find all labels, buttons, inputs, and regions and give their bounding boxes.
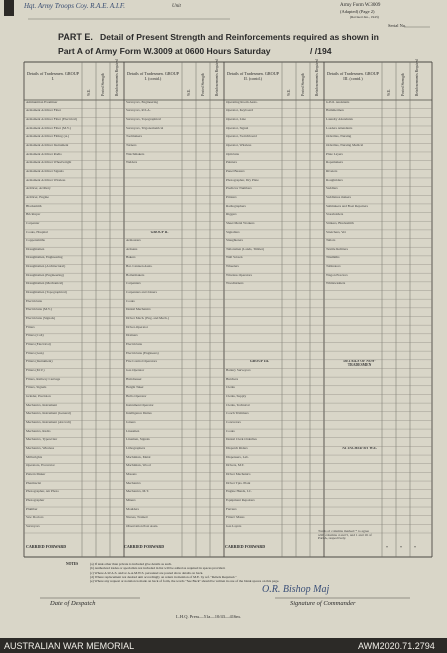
- trade-row-label: Driver Tpts. Plant: [226, 481, 251, 485]
- trade-row-label: Electricians: [26, 299, 43, 303]
- trade-row-label: Wagon Erectors: [326, 273, 348, 277]
- trade-row-label: Instrument Operator: [126, 403, 154, 407]
- column-subheader: Reinforcements Required: [115, 59, 119, 96]
- trade-row-label: Carpenters: [126, 282, 141, 286]
- column-subheader: W.E.: [387, 88, 391, 96]
- trade-row-label: Textile Refitters: [326, 247, 348, 251]
- trade-row-label: Painters: [226, 161, 237, 165]
- trade-row-label: Armament Artificer Fitting (A.): [26, 135, 70, 139]
- trade-row-label: Panel Beaters: [226, 169, 245, 173]
- column-subheader: W.E.: [187, 88, 191, 96]
- print-line: L.H.Q. Press—51a—10/43—416m.: [176, 614, 241, 619]
- column-subheader: Reinforcements Required: [315, 59, 319, 96]
- trade-row-label: Saddlers: [326, 187, 338, 191]
- trade-row-label: Tailors: [326, 239, 336, 243]
- form-number: Army Form W.3009: [340, 3, 381, 8]
- trade-row-label: Photographer: [26, 498, 45, 502]
- trade-row-label: Fitters (Coll): [26, 334, 44, 338]
- trade-row-label: Fitters (Electrical): [26, 343, 51, 347]
- trade-row-label: Loaders Attendants: [326, 126, 353, 130]
- trade-row-label: Linesmen: [126, 429, 140, 433]
- trade-row-label: Draughtsmen: [26, 247, 45, 251]
- trade-row-label: Millwrights: [26, 455, 43, 459]
- trade-row-label: Surveyors, Engineering: [126, 100, 159, 104]
- trade-row-label: Driver-Operator: [126, 325, 148, 329]
- date-of-despatch-label: Date of Despatch: [50, 600, 96, 607]
- trade-row-label: Drainers: [126, 334, 138, 338]
- column-subheader: W.E.: [287, 88, 291, 96]
- trade-row-label: Operator, Signal: [226, 126, 249, 130]
- trade-row-label: Hammermen: [326, 109, 344, 113]
- totals-note: Totals of columns marked * to agree with columns 4 and 5, and 1 and 16 of Part A, respectively.: [318, 530, 372, 541]
- trade-row-label: Sailmakers and Boat Repairers: [326, 204, 368, 208]
- trade-row-label: Hello Operator: [126, 395, 147, 399]
- punch-hole: [4, 0, 14, 16]
- archive-id: AWM2020.71.2794: [358, 641, 435, 651]
- trade-row-label: Gas Layers: [226, 524, 242, 528]
- trade-row-label: Carpenter: [26, 221, 40, 225]
- column-header-group: Details of Tradesmen. GROUP I.: [26, 71, 80, 81]
- trade-row-label: Draughtsmen (Architectural): [26, 265, 66, 269]
- trade-row-label: Draughtsmen (Engineering): [26, 273, 64, 277]
- trade-row-label: Dispensers, Lab.: [226, 455, 249, 459]
- trade-row-label: Mechanics, Wireless: [26, 447, 55, 450]
- column-subheader: W.E.: [87, 88, 91, 96]
- trade-row-label: Armament Artificer Fitter (Electrical): [26, 117, 78, 121]
- trade-row-label: Tinsmiths: [326, 256, 340, 260]
- trade-row-label: Plate Layers: [326, 152, 343, 156]
- column-subheader: Reinforcements Required: [415, 59, 419, 96]
- column-subheader: Posted Strength: [301, 73, 305, 96]
- column-header-group: Details of Tradesmen. GROUP I. (contd.): [126, 71, 180, 81]
- trade-row-label: Hairdresser: [126, 377, 142, 381]
- trade-row-label: Cooks: [126, 299, 135, 303]
- trade-row-label: Pharmacist: [26, 481, 42, 485]
- trade-row-label: Fitters (Gun): [26, 351, 44, 355]
- trade-row-label: Fitters' Mates: [226, 516, 245, 520]
- trade-row-label: Operator, Keyboard: [226, 109, 253, 113]
- trade-row-label: Armament Artificer Fitter: [26, 109, 62, 113]
- trade-row-label: Turners: [126, 143, 137, 147]
- column-subheader: Reinforcements Required: [215, 59, 219, 96]
- trade-row-label: Signallers: [226, 230, 240, 234]
- trade-row-label: Coach Trimmers: [226, 412, 249, 416]
- trade-row-label: Tubinators: [326, 265, 341, 269]
- trade-row-label: Artificer, Artillery: [26, 187, 51, 191]
- trade-row-label: Saddletree makers: [326, 195, 351, 199]
- trade-row-label: Ropemakers: [326, 161, 343, 165]
- note-line: (d) Where replacement not desired unit accordingly on return in mention of M.E. by ref. "Rebels Required.": [90, 574, 237, 579]
- trade-row-label: Watchmakers: [126, 152, 145, 156]
- trade-row-label: Surveyors: [26, 524, 40, 528]
- trade-row-label: Operator, Line: [226, 117, 246, 121]
- trade-row-label: Height Taker: [126, 386, 144, 390]
- trade-row-label: Orderlies, Nursing Medical: [326, 143, 364, 147]
- trade-row-label: Clerks, Supply: [226, 395, 247, 399]
- trade-row-label: Mechanics, Radio: [26, 429, 51, 433]
- note-line: (e) Where any request or notation is made on back of form, the words "See Back" should be written in one of the blank spaces on this page.: [90, 579, 280, 584]
- trade-row-label: Saw Doctors: [26, 516, 44, 520]
- carried-forward-2: CARRIED FORWARD: [124, 544, 165, 549]
- trade-row-label: Driver Mech. (Eng. and Mech.): [126, 317, 169, 321]
- trade-row-label: Electricians (M.V.): [26, 308, 52, 312]
- trade-row-label: Armament Artificer Signals: [26, 169, 64, 173]
- trade-row-label: Battery Surveyors: [226, 369, 251, 373]
- column-header-group: Details of Tradesmen. GROUP III. (contd.): [326, 71, 380, 81]
- trade-row-label: Armament Artificer Radio: [26, 152, 62, 156]
- trade-row-label: Tailorsmen (Lands, Timber): [226, 247, 265, 251]
- trade-row-label: Printers: [226, 195, 237, 199]
- note-line: (b) Authorized trades or specialists not included in list will be added as required in spaces provided.: [90, 566, 226, 571]
- trade-row-label: Fire Control Operators: [126, 360, 157, 364]
- trade-row-label: Concretors: [226, 421, 241, 425]
- trade-row-label: Wheelers: [226, 265, 239, 269]
- trade-row-label: Moulders: [126, 507, 139, 511]
- trade-row-label: ATTACHED BY W.E.: [342, 447, 377, 450]
- commander-signature: O.R. Bishop Maj: [262, 584, 330, 595]
- total-mark-1: *: [386, 545, 388, 550]
- trade-row-label: Wall Screen: [226, 256, 243, 260]
- trade-row-label: Surveyors, R.S.A.: [126, 109, 151, 113]
- column-subheader: Posted Strength: [201, 73, 205, 96]
- trade-row-label: Orderlies, Nursing: [326, 135, 352, 139]
- trade-row-label: Slaughterers: [226, 239, 243, 243]
- trade-row-label: Mechanics: [126, 481, 141, 485]
- trade-row-label: Mechanics, Instrument: [26, 403, 58, 407]
- form-revised: (Revised Jan., 1943): [350, 15, 379, 19]
- trade-row-label: Photographer, Air Photo: [26, 490, 59, 494]
- trade-row-label: Mechanics, Typewriter: [26, 438, 58, 442]
- note-line: (a) If tank other than private is included give details as such.: [90, 562, 172, 566]
- trade-row-label: Dispatch Riders: [226, 447, 248, 450]
- trade-row-label: Armament Artificer Instrument: [26, 143, 69, 147]
- trade-row-label: Plumber: [26, 507, 38, 511]
- trade-row-label: Welders: [126, 161, 138, 165]
- trade-row-label: Mechanics, M.T.: [126, 490, 149, 494]
- trade-row-label: Dental Mechanics: [126, 308, 151, 312]
- trade-row-label: Toolmakers: [126, 135, 142, 139]
- trade-row-label: Machinists, Wood: [126, 464, 151, 468]
- trade-row-label: Nurses, Trained: [126, 516, 148, 520]
- trade-row-label: Bakers: [126, 256, 136, 260]
- column-subheader: Posted Strength: [401, 73, 405, 96]
- trade-row-label: Fitters (M.V.): [26, 369, 45, 373]
- trade-row-label: Whitewashers: [326, 282, 346, 286]
- trade-row-label: Blacksmith: [26, 204, 42, 208]
- trade-row-label: Artificer, Engine: [26, 195, 49, 199]
- trade-row-label: Lithographers: [126, 447, 146, 450]
- trade-row-label: Driver Mechanics: [226, 472, 251, 476]
- trade-row-label: Intelligence Duties: [126, 412, 152, 416]
- note-line: (c) Where A.W.A.S. and/or A.A.M.W.S. personnel are posted show details on back.: [90, 570, 204, 575]
- trade-row-label: Boilermakers: [126, 273, 145, 277]
- signature-label: Signature of Commander: [290, 600, 356, 607]
- trade-row-label: G.P.O. Assistants: [326, 100, 350, 104]
- trade-row-label: Armourers: [126, 239, 141, 243]
- trade-row-label: Stretchers, Vet: [326, 230, 346, 234]
- trade-row-label: Observation Post Assts.: [126, 524, 159, 528]
- trade-row-label: Clerks, Technical: [226, 403, 250, 407]
- archive-footer: [0, 638, 447, 653]
- trade-row-label: Operators, Excavator: [26, 464, 55, 468]
- trade-row-label: Draughtsmen, Engineering: [26, 256, 63, 260]
- trade-row-label: DETAILS OF NON-TRADESMEN: [343, 360, 376, 368]
- trade-row-label: Surveyors, Trigonometrical: [126, 126, 164, 130]
- form-adapted: (Adapted) (Page 2): [340, 9, 375, 14]
- unit-label: Unit: [172, 4, 181, 9]
- trade-row-label: Mechanics, Instrument (Aircraft): [26, 421, 71, 425]
- trade-row-label: Bar. Canteen Assts.: [126, 265, 153, 269]
- trade-row-label: Pattern Maker: [26, 472, 46, 476]
- trade-row-label: Miners: [126, 498, 136, 502]
- unit-handwritten: Hqt. Army Troops Coy. R.A.E. A.I.F.: [24, 2, 126, 10]
- trade-row-label: Ammunition Examiner: [26, 100, 58, 104]
- trade-row-label: Fitters: [26, 325, 35, 329]
- trade-row-label: Mechanics, Instrument (General): [26, 412, 71, 416]
- trade-row-label: GROUP III.: [249, 360, 270, 364]
- trade-row-label: Machinists, Metal: [126, 455, 151, 459]
- title-line-1: Detail of Present Strength and Reinforcements required as shown in: [100, 32, 379, 42]
- trade-row-label: Operator, Wireless: [226, 143, 252, 147]
- archive-name: AUSTRALIAN WAR MEMORIAL: [4, 641, 135, 651]
- trade-row-label: Cooks: [226, 429, 235, 433]
- trade-row-label: Equipment Repairers: [226, 498, 255, 502]
- trade-row-label: Drivers, M.T.: [226, 464, 245, 468]
- trade-row-label: Linemen, Signals: [126, 438, 150, 442]
- trade-row-label: Electricians (Signals): [26, 317, 56, 321]
- notes-heading: NOTES: [66, 562, 79, 566]
- trade-row-label: Grinder, Precision: [26, 395, 51, 399]
- trade-row-label: Electricians: [126, 343, 143, 347]
- trade-row-label: Fitters, Railway Carriage: [26, 377, 61, 381]
- column-subheader: Posted Strength: [101, 73, 105, 96]
- trade-row-label: Surveyors, Topographical: [126, 117, 161, 121]
- trade-row-label: Radiographers: [226, 204, 246, 208]
- serial-label: Serial No.: [388, 23, 407, 28]
- trade-row-label: Artisans: [126, 247, 138, 251]
- trade-row-label: Armament Artificer Wireless: [26, 178, 66, 182]
- trade-row-label: Masons: [126, 472, 137, 476]
- trade-row-label: Electricians (Engineers): [126, 351, 159, 355]
- trade-row-label: GROUP II.: [150, 230, 169, 234]
- trade-row-label: Operating Room Assts.: [226, 100, 258, 104]
- trade-row-label: Draughtsmen (Mechanical): [26, 282, 64, 286]
- trade-row-label: Fitters (Instrument): [26, 360, 53, 364]
- trade-row-label: Joiners: [126, 421, 136, 425]
- trade-row-label: Riveters: [326, 169, 338, 173]
- trade-row-label: Predictor Numbers: [226, 187, 252, 191]
- trade-row-label: Carpenters and Joiners: [126, 291, 157, 295]
- trade-row-label: Woodturners: [226, 282, 244, 286]
- trade-row-label: Storeholders: [326, 213, 344, 217]
- trade-row-label: Operator, Switchboard: [226, 135, 257, 139]
- column-header-group: Details of Tradesmen. GROUP II. (contd.): [226, 71, 280, 81]
- trade-row-label: Roughriders: [326, 178, 343, 182]
- trade-row-label: Clerks: [226, 386, 235, 390]
- title-line-2: Part A of Army Form W.3009 at 0600 Hours Saturday: [58, 46, 271, 56]
- trade-row-label: Riggers: [226, 213, 237, 217]
- trade-row-label: Armament Artificer Fitter (M.V.): [26, 126, 71, 130]
- carried-forward-1: CARRIED FORWARD: [26, 544, 67, 549]
- trade-row-label: Photographer, Dry Plate: [226, 178, 259, 182]
- trade-row-label: Strikers, Blacksmith: [326, 221, 354, 225]
- total-mark-3: *: [414, 545, 416, 550]
- trade-row-label: Cooks, Hospital: [26, 230, 48, 234]
- trade-row-label: Engine Hands, I.C.: [226, 490, 252, 494]
- trade-row-label: Butchers: [226, 377, 239, 381]
- trade-row-label: Laundry Attendants: [326, 117, 353, 121]
- trade-row-label: Opticians: [226, 152, 239, 156]
- date-blanks: / /194: [310, 46, 332, 56]
- trade-row-label: Armament Artificer Wheelwright: [26, 161, 72, 165]
- total-mark-2: *: [400, 545, 402, 550]
- trade-row-label: Gas Operator: [126, 369, 145, 373]
- part-title: PART E.: [58, 32, 93, 42]
- trade-row-label: Sheet Metal Workers: [226, 221, 255, 225]
- trade-row-label: Farriers: [226, 507, 237, 511]
- trade-row-label: Coppersmiths: [26, 239, 45, 243]
- trade-row-label: Fitters, Signals: [26, 386, 47, 390]
- trade-row-label: Draughtsmen (Topographical): [26, 291, 67, 295]
- trade-row-label: Bricklayer: [26, 213, 41, 217]
- trade-row-label: Dental Clerk Orderlies: [226, 438, 257, 442]
- trade-row-label: Wireless Operators: [226, 273, 252, 277]
- carried-forward-3: CARRIED FORWARD: [225, 544, 266, 549]
